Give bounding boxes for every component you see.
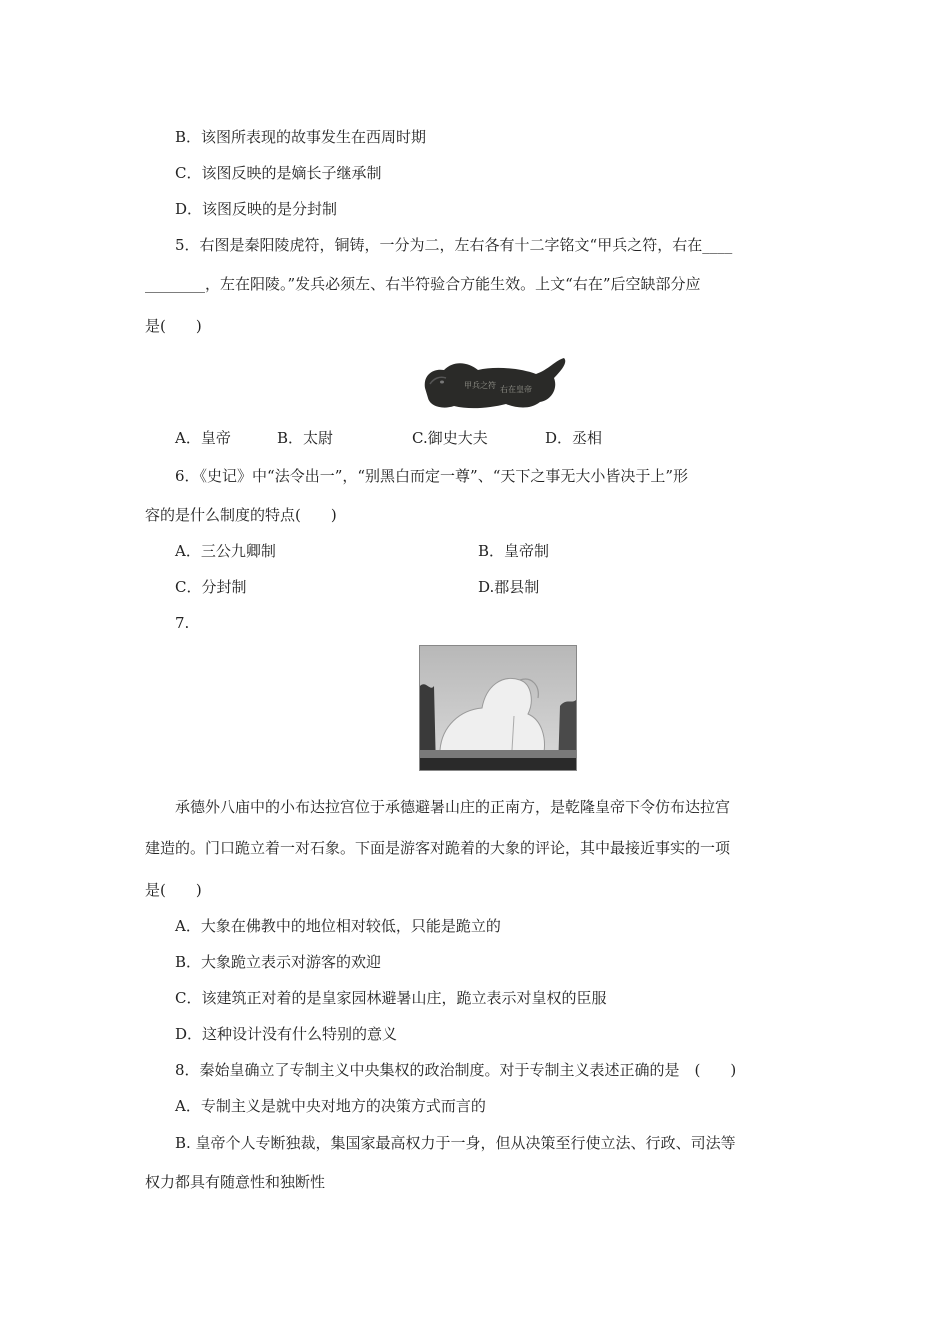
q6-option-d: D.郡县制 [478,578,540,596]
q7-stem-line1: 承德外八庙中的小布达拉宫位于承德避暑山庄的正南方，是乾隆皇帝下令仿布达拉宫 [175,798,731,816]
q8-option-b-line2: 权力都具有随意性和独断性 [145,1173,326,1191]
q5-stem-line3: 是( ) [145,317,202,335]
q5-option-b: B．太尉 [277,429,334,447]
q7-option-c: C．该建筑正对着的是皇家园林避暑山庄，跪立表示对皇权的臣服 [175,989,607,1007]
q6-options-row1 [175,541,815,561]
q5-option-c: C.御史大夫 [412,429,488,447]
q8-stem: 8．秦始皇确立了专制主义中央集权的政治制度。对于专制主义表述正确的是 ( ) [175,1061,737,1079]
q5-stem-line2: ________，左在阳陵。”发兵必须左、右半符验合方能生效。上文“右在”后空缺部分应 [145,275,701,293]
q7-option-d: D．这种设计没有什么特别的意义 [175,1025,398,1043]
q6-options-row2 [175,577,815,597]
q6-stem-line2: 容的是什么制度的特点( ) [145,506,337,524]
q6-stem-line1: 6．《史记》中“法令出一”，“别黑白而定一尊”、“天下之事无大小皆决于上”形 [175,467,689,485]
svg-text:甲兵之符: 甲兵之符 [464,381,496,390]
q6-option-a: A．三公九卿制 [175,542,276,560]
q7-option-b: B．大象跪立表示对游客的欢迎 [175,953,382,971]
q4-option-d: D．该图反映的是分封制 [175,200,338,218]
q8-option-b-line1: B. 皇帝个人专断独裁，集国家最高权力于一身，但从决策至行使立法、行政、司法等 [175,1134,736,1152]
q6-option-b: B．皇帝制 [478,542,550,560]
q5-options [175,428,815,448]
q5-option-d: D．丞相 [545,429,603,447]
svg-text:右在皇帝: 右在皇帝 [500,385,532,394]
stone-elephant-photo [419,645,577,771]
q8-option-a: A．专制主义是就中央对地方的决策方式而言的 [175,1097,486,1115]
tiger-tally-image [420,348,570,418]
q7-number: 7. [175,614,190,632]
q7-stem-line3: 是( ) [145,881,202,899]
q4-option-b: B．该图所表现的故事发生在西周时期 [175,128,427,146]
q7-option-a: A．大象在佛教中的地位相对较低，只能是跪立的 [175,917,501,935]
q5-option-a: A．皇帝 [175,429,231,447]
q4-option-c: C．该图反映的是嫡长子继承制 [175,164,382,182]
q6-option-c: C．分封制 [175,578,247,596]
q5-stem-line1: 5．右图是秦阳陵虎符，铜铸，一分为二，左右各有十二字铭文“甲兵之符，右在____ [175,236,733,254]
q7-stem-line2: 建造的。门口跪立着一对石象。下面是游客对跪着的大象的评论，其中最接近事实的一项 [145,839,731,857]
